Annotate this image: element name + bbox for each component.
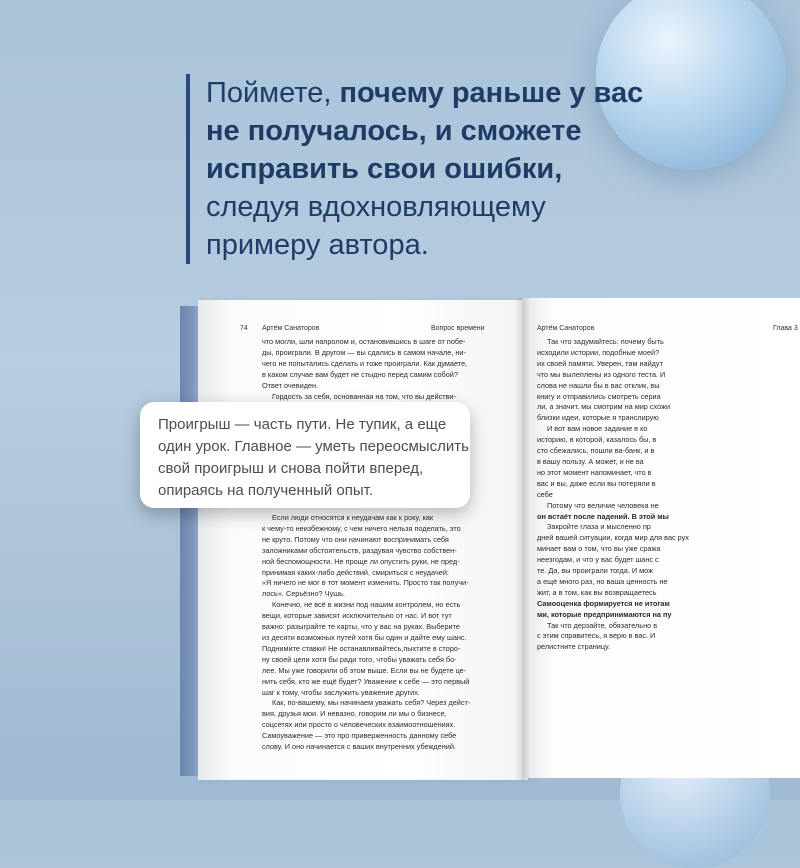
text-line: историю, в которой, казалось бы, в [537,435,657,445]
text-line: ми, которые предпринимаются на пу [537,609,672,619]
text-line: их своей памяти. Уверен, там найдут [537,358,663,368]
left-page-text-top [262,337,498,402]
text-line: неезгодам, и что у вас будет шанс с [537,555,659,565]
text-line: Если люди относятся к неудачам как к року, как [272,513,434,522]
text-line: жит, а в том, как вы возвращаетесь [537,587,657,597]
text-line: сто сбежались, пошли ва-банк, и в [537,446,655,456]
text-line: ды, проиграли. В другом — вы сдались в самом начале, ни- [262,347,466,357]
text-line: важно: разыграйте те карты, что у вас на руках. Выберите [262,622,460,632]
text-line: И вот вам новое задание в ко [547,424,648,434]
text-line: Ответ очевиден. [262,380,319,390]
callout-line-2: один урок. Главное — уметь переосмыслить [158,438,469,455]
text-line: Как, по-вашему, мы начинаем уважать себя? Через дейст- [272,698,471,708]
headline-line-3: исправить свои ошибки, [206,153,563,185]
text-line: нить себя, кто же ещё будет? Уважение к себе — это первый [262,676,470,686]
headline-line-1: Поймете, почему раньше у вас [206,77,644,109]
text-line: вия, друзья мои. И невазно, говорим ли мы о бизнесе, [262,709,447,719]
book-gutter [515,298,531,780]
text-line: соцсетях или просто о человеческих взаимоотношениях. [262,720,456,730]
callout-line-3: свой проигрыш и снова пойти вперед, [158,460,424,477]
text-line: минает вам о том, что вы уже сража [537,544,661,554]
text-line: Самоуважение — это про приверженность данному себе [262,731,457,741]
text-line: исходили истории, подобные моей? [537,347,660,357]
text-line: Так что задумайтесь: почему быть [547,337,664,346]
text-line: с этим справитесь, я верю в вас. И [537,631,656,641]
text-line: близки идеи, которые я транслирую [537,413,659,423]
callout-line-1: Проигрыш — часть пути. Не тупик, а еще [158,416,447,433]
text-line: ной беспомощности. Не проще ли опустить руки, не пред- [262,556,460,566]
text-line: Так что дерзайте, обязательно в [547,620,658,630]
left-page-number: 74 [240,325,248,332]
left-page-text-bottom [262,513,498,753]
right-running-author: Артём Санаторов [537,325,595,332]
text-line: Гордость за себя, основанная на том, что вы действи- [272,391,456,401]
text-line: шаг к тому, чтобы заслужить уважение других. [262,687,420,697]
text-line: вещи, которые зависят исключительно от нас. И вот тут [262,611,452,621]
text-line: Поднимите ставки! Не останавливайтесь,пыхтите в сторо- [262,643,461,653]
text-line: ли, а значит, мы смотрим на мир схожи [537,402,671,412]
text-line: не круто. Потому что они начинают воспринимать себя [262,534,449,544]
text-line: в вашу пользу. А может, и не ва [537,456,644,466]
headline-line-5: примеру автора. [206,229,429,261]
left-running-author: Артём Санаторов [262,325,320,332]
text-line: слова не нашли бы в вас отклик, вы [537,380,660,390]
text-line: себе [537,489,553,499]
text-line: «Я ничего не мог в тот момент изменить. Просто так получи- [262,578,469,588]
headline-line-4: следуя вдохновляющему [206,191,546,223]
callout-line-4: опираясь на полученный опыт. [158,482,373,499]
text-line: Самооценка формируется не итогам [537,598,670,608]
text-line: Конечно, не всё в жизни под нашим контролем, но есть [272,600,461,610]
text-line: Потому что величие человека не [547,500,659,510]
quote-callout [140,402,470,508]
text-line: дней вашей ситуации, когда мир для вас рух [537,533,689,543]
headline-line-2: не получалось, и сможете [206,115,582,147]
text-line: что мы вылеплены из одного теста. И [537,369,666,379]
text-line: релистните страницу. [537,642,610,652]
text-line: чего не попытались сделать и тоже проиграли. Как думаете, [262,358,468,368]
text-line: Закройте глаза и мысленно пр [547,522,651,532]
text-line: слову. И оно начинается с ваших внутренних убеждений. [262,742,456,752]
text-line: лось». Серьёзно? Чушь. [262,589,345,599]
text-line: а ещё много раз, но ваша ценность не [537,576,668,586]
text-line: те. Да, вы проиграли тогда. И мож [537,566,654,576]
text-line: он встаёт после падений. В этой мы [537,511,669,521]
text-line: лее. Мы уже говорили об этом выше. Если вы не будете це- [262,665,467,675]
text-line: принимая каких-либо действий, смириться с неудачей: [262,567,449,577]
text-line: что могли, шли напролом и, остановившись в шаге от побе- [262,337,466,346]
text-line: заложниками обстоятельств, раздувая чувство собствен- [262,545,457,555]
right-page-text [537,337,799,653]
text-line: вас и вы, даже если вы потеряли в [537,478,656,488]
text-line: ну своей цели хотя бы ради того, чтобы уважать себя бо- [262,654,457,664]
text-line: книгу и отправились смотреть сериа [537,391,661,401]
text-line: из десяти возможных путей хотя бы один и дайте ему шанс. [262,632,467,642]
text-line: в каком случае вам будет не стыдно перед самим собой? [262,369,458,379]
left-running-chapter: Вопрос времени [431,325,485,332]
text-line: к чему-то неизбежному, с чем ничего нельзя поделать, это [262,523,461,533]
right-running-chapter: Глава 3 [773,325,798,332]
text-line: но этот момент напоминает, что в [537,467,652,477]
